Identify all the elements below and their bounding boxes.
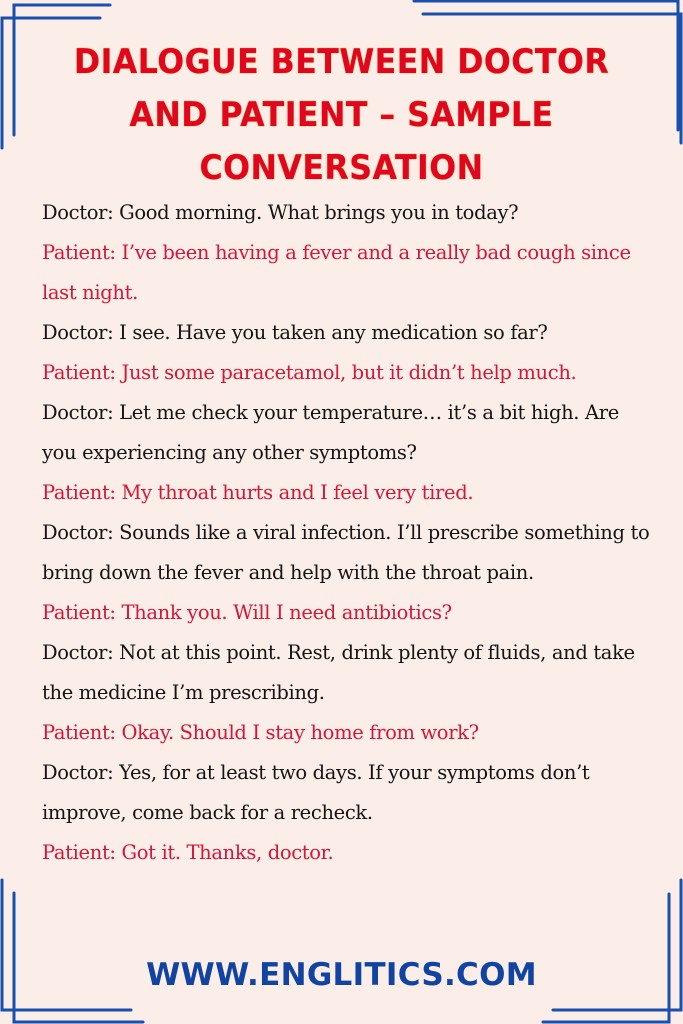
- dialogue-line-doctor: Doctor: Good morning. What brings you in today?: [42, 201, 519, 224]
- dialogue-line-patient: Patient: I’ve been having a fever and a really bad cough since last night.: [42, 241, 631, 304]
- dialogue-line-patient: Patient: Got it. Thanks, doctor.: [42, 841, 334, 864]
- corner-bottom-left: [2, 880, 143, 1022]
- dialogue-line-doctor: Doctor: Let me check your temperature… it’s a bit high. Are you experiencing any other symptoms?: [42, 401, 619, 464]
- dialogue-line-patient: Patient: Just some paracetamol, but it didn’t help much.: [42, 361, 577, 384]
- dialogue-line-doctor: Doctor: I see. Have you taken any medication so far?: [42, 321, 548, 344]
- title-line-1: DIALOGUE BETWEEN DOCTOR: [73, 42, 610, 82]
- title-line-3: CONVERSATION: [199, 148, 484, 188]
- dialogue-line-patient: Patient: Okay. Should I stay home from work?: [42, 721, 479, 744]
- website-url: WWW.ENGLITICS.COM: [146, 957, 537, 993]
- dialogue-line-patient: Patient: Thank you. Will I need antibiotics?: [42, 601, 452, 624]
- dialogue-line-doctor: Doctor: Yes, for at least two days. If your symptoms don’t improve, come back for a recheck.: [42, 761, 590, 824]
- dialogue-list: [42, 193, 657, 873]
- dialogue-line-doctor: Doctor: Not at this point. Rest, drink plenty of fluids, and take the medicine I’m prescribing.: [42, 641, 635, 704]
- corner-bottom-right: [543, 880, 681, 1022]
- title-line-2: AND PATIENT – SAMPLE: [129, 95, 554, 135]
- page-title: [0, 36, 683, 195]
- dialogue-line-doctor: Doctor: Sounds like a viral infection. I’ll prescribe something to bring down the fever and help with the throat pain.: [42, 521, 650, 584]
- dialogue-line-patient: Patient: My throat hurts and I feel very tired.: [42, 481, 474, 504]
